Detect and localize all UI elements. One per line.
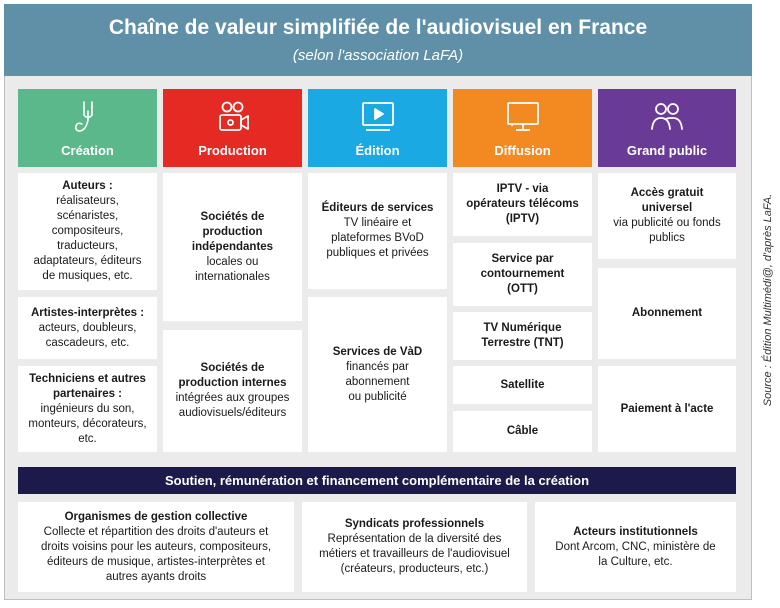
card-acces-line: via publicité ou fonds [613, 217, 721, 229]
card-techniciens [18, 366, 157, 452]
card-ogc-title: Organismes de gestion collective [64, 510, 248, 523]
card-internes-title: Sociétés de [200, 362, 265, 374]
card-vad-line: ou publicité [348, 390, 407, 403]
card-cable-label: Câble [506, 425, 539, 437]
card-auteurs-line: traducteurs, [57, 240, 118, 252]
card-auteurs-line: compositeurs, [51, 225, 124, 237]
card-production-independantes [163, 173, 302, 321]
card-acces-title: universel [641, 202, 693, 214]
card-acteurs-line: Dont Arcom, CNC, ministère de [555, 540, 716, 553]
card-techniciens-line: monteurs, décorateurs, [28, 417, 147, 430]
card-auteurs [18, 173, 157, 290]
card-abonnement-label: Abonnement [631, 307, 703, 319]
card-satellite-label: Satellite [500, 378, 545, 391]
card-editeurs-line: plateformes BVoD [331, 232, 424, 244]
card-cable [453, 411, 592, 452]
column-header-grand-public [598, 89, 736, 167]
card-independantes-line: internationales [195, 270, 270, 283]
card-artistes-title: Artistes-interprètes : [30, 306, 145, 319]
card-techniciens-line: etc. [78, 432, 97, 445]
card-iptv-line: opérateurs télécoms [466, 198, 579, 210]
card-production-internes [163, 330, 302, 452]
card-satellite [453, 366, 592, 404]
card-ogc [18, 502, 294, 592]
card-paiement-acte [598, 366, 736, 452]
card-acteurs-title: Acteurs institutionnels [573, 525, 698, 538]
play-screen-icon [359, 98, 397, 136]
video-camera-icon [214, 98, 252, 136]
column-label-creation: Création [61, 143, 114, 158]
card-syndicats [302, 502, 527, 592]
card-ogc-line: droits voisins pour les auteurs, compositeurs, [40, 540, 272, 553]
card-tnt-line: Terrestre (TNT) [481, 337, 564, 349]
column-header-creation [18, 89, 157, 167]
card-ott [453, 243, 592, 306]
source-credit: Source : Édition Multimédi@, d'après LaFA. [762, 193, 774, 407]
card-iptv-line: IPTV - via [496, 183, 549, 195]
card-iptv [453, 173, 592, 236]
card-artistes-interpretes [18, 297, 157, 359]
card-acces-line: publics [649, 232, 685, 244]
card-syndicats-line: métiers et travailleurs de l'audiovisuel [319, 548, 510, 560]
card-syndicats-line: (créateurs, producteurs, etc.) [340, 563, 489, 575]
people-icon [648, 98, 686, 136]
card-vad-line: abonnement [345, 375, 410, 388]
card-ogc-line: éditeurs de musique, artistes-interprètes et [47, 555, 265, 568]
column-label-production: Production [198, 143, 267, 158]
card-tnt [453, 312, 592, 360]
card-syndicats-title: Syndicats professionnels [344, 518, 485, 530]
card-ott-line: contournement [480, 268, 565, 280]
card-internes-title: production internes [178, 377, 287, 389]
support-banner: Soutien, rémunération et financement complémentaire de la création [18, 467, 736, 494]
card-abonnement [598, 268, 736, 359]
diagram-subtitle: (selon l'association LaFA) [292, 47, 464, 64]
card-paiement-label: Paiement à l'acte [620, 402, 714, 415]
column-label-edition: Édition [355, 143, 400, 158]
column-header-diffusion [453, 89, 592, 167]
card-independantes-line: locales ou [206, 255, 259, 268]
column-header-production [163, 89, 302, 167]
card-auteurs-line: réalisateurs, [56, 195, 119, 207]
pen-nib-icon [69, 98, 107, 136]
column-label-grand-public: Grand public [626, 143, 708, 158]
card-tnt-line: TV Numérique [483, 322, 562, 334]
column-label-diffusion: Diffusion [494, 143, 551, 158]
card-syndicats-line: Représentation de la diversité des [327, 533, 502, 545]
card-ogc-line: Collecte et répartition des droits d'auteurs et [43, 525, 269, 538]
card-artistes-line: cascadeurs, etc. [45, 336, 130, 349]
card-internes-line: audiovisuels/éditeurs [178, 407, 287, 419]
card-acces-gratuit [598, 173, 736, 259]
card-ogc-line: autres ayants droits [105, 570, 207, 583]
card-acteurs-institutionnels [535, 502, 736, 592]
card-vad-title: Services de VàD [332, 345, 423, 358]
card-editeurs-line: TV linéaire et [343, 217, 412, 229]
diagram-title: Chaîne de valeur simplifiée de l'audiovisuel en France [108, 16, 648, 39]
card-techniciens-line: ingénieurs du son, [40, 402, 135, 415]
card-internes-line: intégrées aux groupes [175, 392, 290, 404]
card-ott-line: (OTT) [507, 283, 538, 295]
card-auteurs-line: scénaristes, [56, 210, 119, 222]
card-auteurs-title: Auteurs : [62, 180, 113, 192]
card-acteurs-line: la Culture, etc. [598, 555, 673, 568]
monitor-icon [504, 98, 542, 136]
card-vad-line: financés par [346, 360, 409, 373]
card-ott-line: Service par [491, 253, 554, 265]
column-header-edition [308, 89, 447, 167]
card-auteurs-line: de musiques, etc. [42, 270, 133, 282]
header [4, 4, 752, 76]
card-independantes-title: Sociétés de [200, 210, 265, 223]
card-techniciens-title: Techniciens et autres [29, 372, 146, 385]
card-artistes-line: acteurs, doubleurs, [38, 321, 137, 334]
card-editeurs-title: Éditeurs de services [321, 202, 434, 214]
card-acces-title: Accès gratuit [630, 187, 704, 199]
card-services-vad [308, 297, 447, 452]
card-iptv-line: (IPTV) [505, 213, 540, 225]
card-independantes-title: indépendantes [191, 240, 274, 253]
card-editeurs-services [308, 173, 447, 289]
card-editeurs-line: publiques et privées [326, 247, 429, 259]
card-techniciens-title: partenaires : [52, 387, 123, 400]
card-independantes-title: production [202, 225, 263, 238]
card-auteurs-line: adaptateurs, éditeurs [33, 255, 142, 267]
